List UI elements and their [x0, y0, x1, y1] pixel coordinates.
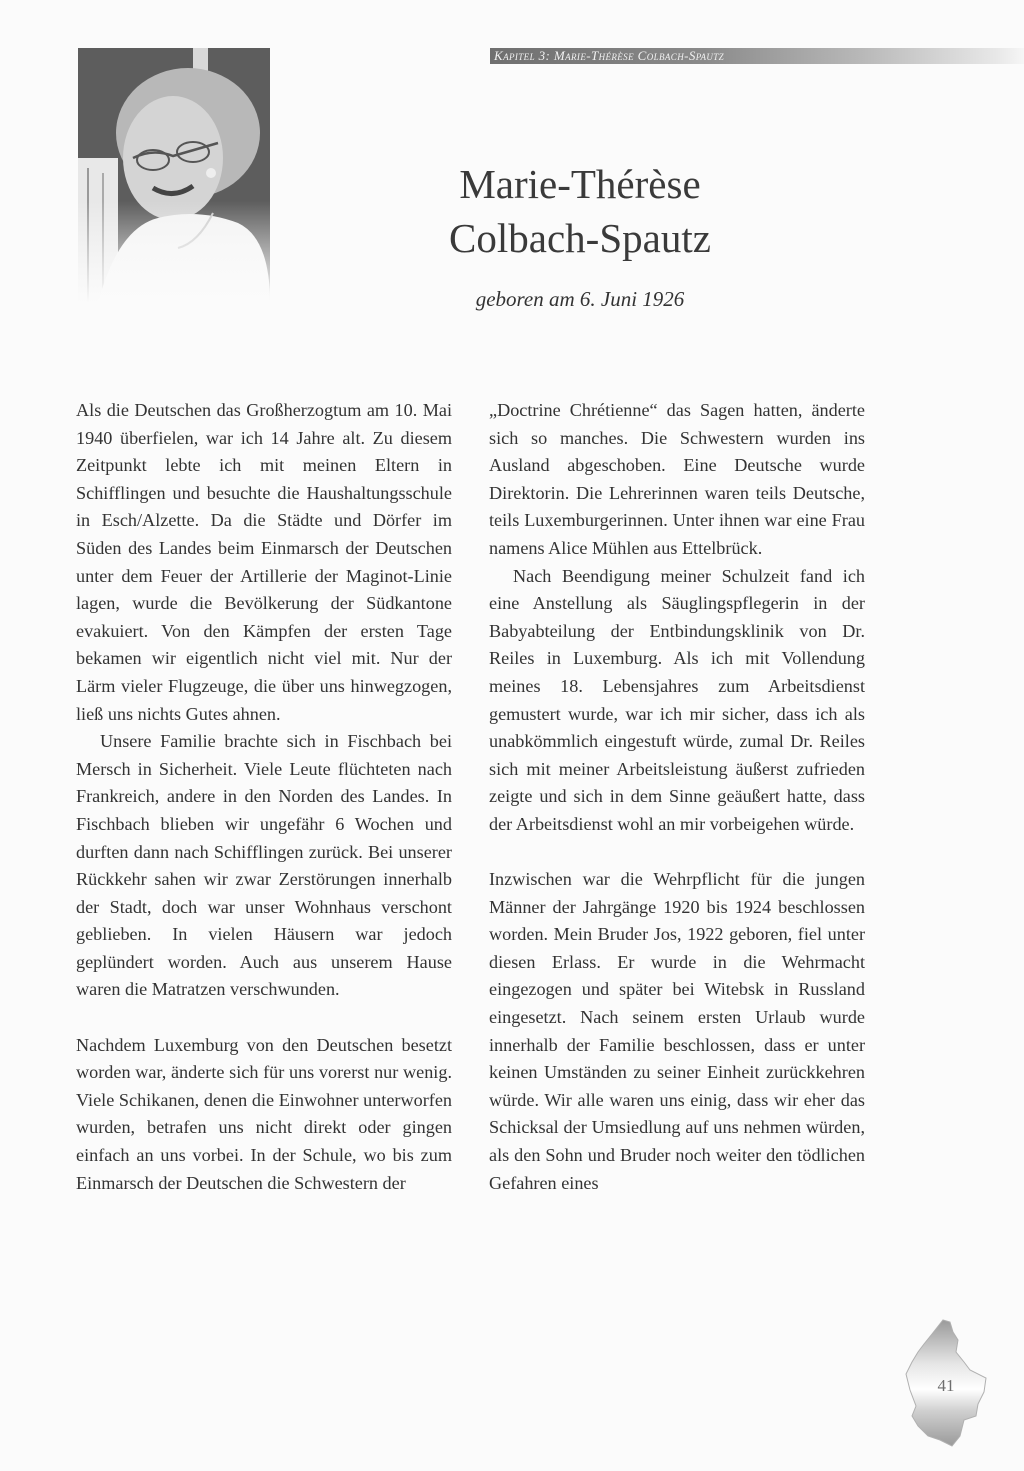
page-number: 41 [937, 1376, 955, 1395]
paragraph: „Doctrine Chrétienne“ das Sagen hatten, änderte sich so manches. Die Schwestern wurden ins Ausland abgeschoben. Eine Deutsche wurde Direktorin. Die Lehrerinnen waren teils Deutsche, teils Luxemburgerinnen. Unter ihnen war eine Frau namens Alice Mühlen aus Ettelbrück. [489, 400, 865, 558]
paragraph: Als die Deutschen das Großherzogtum am 10. Mai 1940 überfielen, war ich 14 Jahre alt. Zu diesem Zeitpunkt lebte ich mit meinen Eltern in Schifflingen und besuchte die Haushaltungsschule in Esch/Alzette. Da die Städte und Dörfer im Süden des Landes beim Einmarsch der Deutschen unter dem Feuer der Artillerie der Maginot-Linie lagen, wurde die Bevölkerung der Südkantone evakuiert. Von den Kämpfen der ersten Tage bekamen wir eigentlich nicht viel mit. Nur der Lärm vieler Flugzeuge, die über uns hinwegzogen, ließ uns nichts Gutes ahnen. [76, 400, 452, 724]
running-header-text: Kapitel 3: Marie-Thérèse Colbach-Spautz [494, 48, 725, 63]
left-column [76, 397, 452, 1197]
portrait-photo [78, 48, 270, 303]
paragraph: Nachdem Luxemburg von den Deutschen besetzt worden war, änderte sich für uns vorerst nur wenig. Viele Schikanen, denen die Einwohner unterworfen wurden, betrafen uns nicht direkt oder gingen einfach an uns vorbei. In der Schule, wo bis zum Einmarsch der Deutschen die Schwestern der [76, 1034, 452, 1193]
paragraph: Unsere Familie brachte sich in Fischbach bei Mersch in Sicherheit. Viele Leute flüchteten nach Frankreich, andere in den Norden des Landes. In Fischbach blieben wir ungefähr 6 Wochen und durften dann nach Schifflingen zurück. Bei unserer Rückkehr sahen wir zwar Zerstörungen innerhalb der Stadt, doch war unser Wohnhaus verschont geblieben. In vielen Häusern war jedoch geplündert worden. Auch aus unserem Hause waren die Matratzen verschwunden. [76, 731, 452, 1000]
birth-date-subtitle: geboren am 6. Juni 1926 [475, 287, 685, 311]
page-title [400, 157, 760, 265]
paragraph: Inzwischen war die Wehrpflicht für die jungen Männer der Jahrgänge 1920 bis 1924 beschlossen worden. Mein Bruder Jos, 1922 geboren, fiel unter diesen Erlass. Er wurde in die Wehrmacht eingezogen und später bei Witebsk in Russland eingesetzt. Nach seinem ersten Urlaub wurde innerhalb der Familie beschlossen, dass er unter keinen Umständen zu seiner Einheit zurückkehren würde. Wir alle waren uns einig, dass wir eher das Schicksal der Umsiedlung auf uns nehmen würden, als den Sohn und Bruder noch weiter den tödlichen Gefahren eines [489, 869, 865, 1193]
title-line-2: Colbach-Spautz [449, 215, 711, 261]
right-column [489, 397, 865, 1197]
portrait-image [78, 48, 270, 303]
title-line-1: Marie-Thérèse [459, 161, 701, 207]
paragraph: Nach Beendigung meiner Schulzeit fand ich eine Anstellung als Säuglingspflegerin in der Babyabteilung der Entbindungsklinik von Dr. Reiles in Luxemburg. Als ich mit Vollendung meines 18. Lebensjahres zum Arbeitsdienst gemustert wurde, war ich mir sicher, dass ich als unabkömmlich eingestuft würde, zumal Dr. Reiles sich mit meiner Arbeitsleistung äußerst zufrieden zeigte und sich in dem Sinne geäußert hatte, dass der Arbeitsdienst wohl an mir vorbeigehen würde. [489, 565, 865, 834]
running-header [490, 48, 1024, 64]
